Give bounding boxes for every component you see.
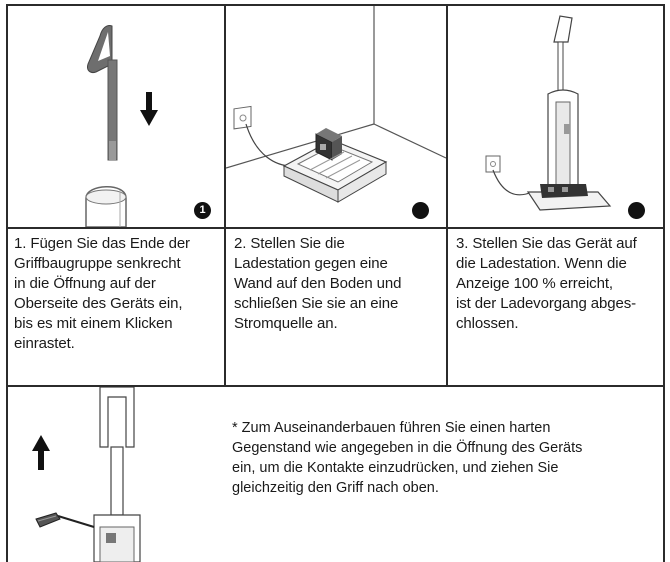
step-2-line: schließen Sie sie an eine <box>234 295 399 312</box>
disassembly-note <box>232 418 662 498</box>
step-1-number-badge: 1 <box>194 202 211 219</box>
step-3-line: 3. Stellen Sie das Gerät auf <box>456 235 637 252</box>
step-1-line: einrastet. <box>14 335 75 352</box>
step-2-number-badge <box>412 202 429 219</box>
step-3-number-badge <box>628 202 645 219</box>
device-on-station-illustration <box>448 6 663 227</box>
note-line: Gegenstand wie angegeben in die Öffnung des Geräts <box>232 440 583 456</box>
step-1-line: 1. Fügen Sie das Ende der <box>14 235 190 252</box>
step-3-line: die Ladestation. Wenn die <box>456 255 627 272</box>
step-3-text <box>456 234 664 334</box>
step-3-line: chlossen. <box>456 315 519 332</box>
step-2-line: Ladestation gegen eine <box>234 255 388 272</box>
step-3-image-cell <box>448 6 663 227</box>
disassembly-illustration <box>8 387 208 562</box>
handle-insertion-illustration <box>8 6 224 227</box>
step-2-line: Wand auf den Boden und <box>234 275 402 292</box>
image-row-divider <box>6 227 664 229</box>
charging-station-illustration <box>226 6 446 227</box>
note-line: gleichzeitig den Griff nach oben. <box>232 480 439 496</box>
step-2-line: 2. Stellen Sie die <box>234 235 345 252</box>
arrow-down-icon <box>140 92 158 126</box>
arrow-up-icon <box>32 435 50 470</box>
step-2-image-cell <box>226 6 446 227</box>
step-1-line: Griffbaugruppe senkrecht <box>14 255 181 272</box>
step-1-line: in die Öffnung auf der <box>14 275 156 292</box>
step-3-line: ist der Ladevorgang abges- <box>456 295 637 312</box>
step-2-text <box>234 234 446 334</box>
step-3-line: Anzeige 100 % erreicht, <box>456 275 613 292</box>
step-1-line: Oberseite des Geräts ein, <box>14 295 183 312</box>
step-1-line: bis es mit einem Klicken <box>14 315 173 332</box>
note-line: * Zum Auseinanderbauen führen Sie einen harten <box>232 420 551 436</box>
disassembly-image-cell <box>8 387 208 562</box>
note-line: ein, um die Kontakte einzudrücken, und ziehen Sie <box>232 460 559 476</box>
step-1-text <box>14 234 226 354</box>
step-2-line: Stromquelle an. <box>234 315 338 332</box>
screwdriver-icon <box>36 513 94 527</box>
step-1-image-cell <box>8 6 224 227</box>
